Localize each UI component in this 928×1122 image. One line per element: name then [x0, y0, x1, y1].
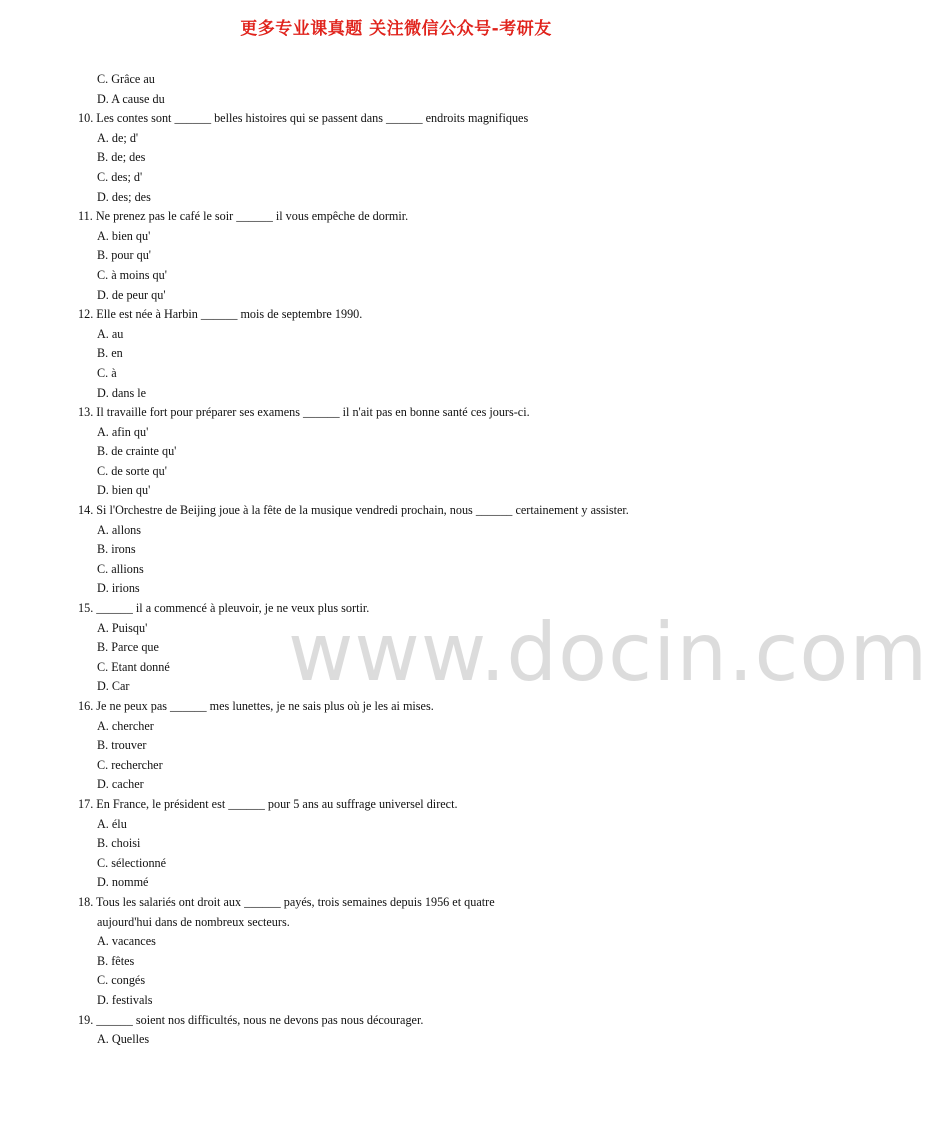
answer-option: D. des; des: [97, 189, 151, 204]
answer-option: D. A cause du: [97, 91, 165, 106]
answer-option: B. trouver: [97, 738, 147, 753]
answer-option: C. de sorte qu': [97, 463, 167, 478]
answer-option: B. fêtes: [97, 953, 135, 968]
answer-option: A. vacances: [97, 934, 156, 949]
answer-option: A. chercher: [97, 718, 154, 733]
question-text-continued: aujourd'hui dans de nombreux secteurs.: [97, 914, 290, 929]
question-text: 18. Tous les salariés ont droit aux ______ payés, trois semaines depuis 1956 et quatre: [78, 894, 495, 909]
question-text: 15. ______ il a commencé à pleuvoir, je ne veux plus sortir.: [78, 601, 370, 616]
answer-option: D. nommé: [97, 875, 149, 890]
answer-option: C. allions: [97, 561, 144, 576]
answer-option: B. pour qu': [97, 248, 151, 263]
answer-option: B. de crainte qu': [97, 444, 177, 459]
answer-option: D. festivals: [97, 992, 153, 1007]
question-text: 13. Il travaille fort pour préparer ses examens ______ il n'ait pas en bonne santé ces jours-ci.: [78, 405, 530, 420]
answer-option: D. irions: [97, 581, 140, 596]
answer-option: D. cacher: [97, 777, 144, 792]
answer-option: C. des; d': [97, 169, 143, 184]
answer-option: C. congés: [97, 973, 146, 988]
question-text: 17. En France, le président est ______ pour 5 ans au suffrage universel direct.: [78, 796, 458, 811]
answer-option: D. de peur qu': [97, 287, 166, 302]
answer-option: C. à moins qu': [97, 267, 167, 282]
question-text: 12. Elle est née à Harbin ______ mois de septembre 1990.: [78, 307, 363, 322]
answer-option: B. en: [97, 346, 123, 361]
answer-option: A. afin qu': [97, 424, 149, 439]
answer-option: B. irons: [97, 542, 136, 557]
answer-option: D. dans le: [97, 385, 147, 400]
answer-option: C. Etant donné: [97, 659, 170, 674]
question-text: 10. Les contes sont ______ belles histoires qui se passent dans ______ endroits magnifiques: [78, 111, 529, 126]
watermark: www.docin.com: [288, 606, 928, 699]
answer-option: D. Car: [97, 679, 130, 694]
answer-option: C. Grâce au: [97, 72, 155, 86]
answer-option: C. sélectionné: [97, 855, 167, 870]
question-text: 16. Je ne peux pas ______ mes lunettes, je ne sais plus où je les ai mises.: [78, 699, 434, 713]
answer-option: B. de; des: [97, 150, 146, 165]
answer-option: B. choisi: [97, 836, 141, 851]
answer-option: A. Quelles: [97, 1032, 150, 1047]
answer-option: A. au: [97, 326, 124, 341]
question-text: 11. Ne prenez pas le café le soir ______ il vous empêche de dormir.: [78, 209, 409, 224]
answer-option: D. bien qu': [97, 483, 151, 498]
answer-option: A. bien qu': [97, 228, 151, 243]
answer-option: A. allons: [97, 522, 142, 537]
answer-option: C. rechercher: [97, 757, 163, 772]
answer-option: A. élu: [97, 816, 127, 831]
question-text: 14. Si l'Orchestre de Beijing joue à la fête de la musique vendredi prochain, nous ______ certainement y assister.: [78, 503, 629, 518]
question-text: 19. ______ soient nos difficultés, nous ne devons pas nous décourager.: [78, 1012, 424, 1027]
answer-option: A. Puisqu': [97, 620, 148, 635]
page-header-banner: 更多专业课真题 关注微信公众号-考研友: [240, 19, 552, 39]
exam-content: [78, 70, 758, 1050]
answer-option: B. Parce que: [97, 640, 159, 655]
answer-option: C. à: [97, 365, 117, 380]
answer-option: A. de; d': [97, 130, 139, 145]
